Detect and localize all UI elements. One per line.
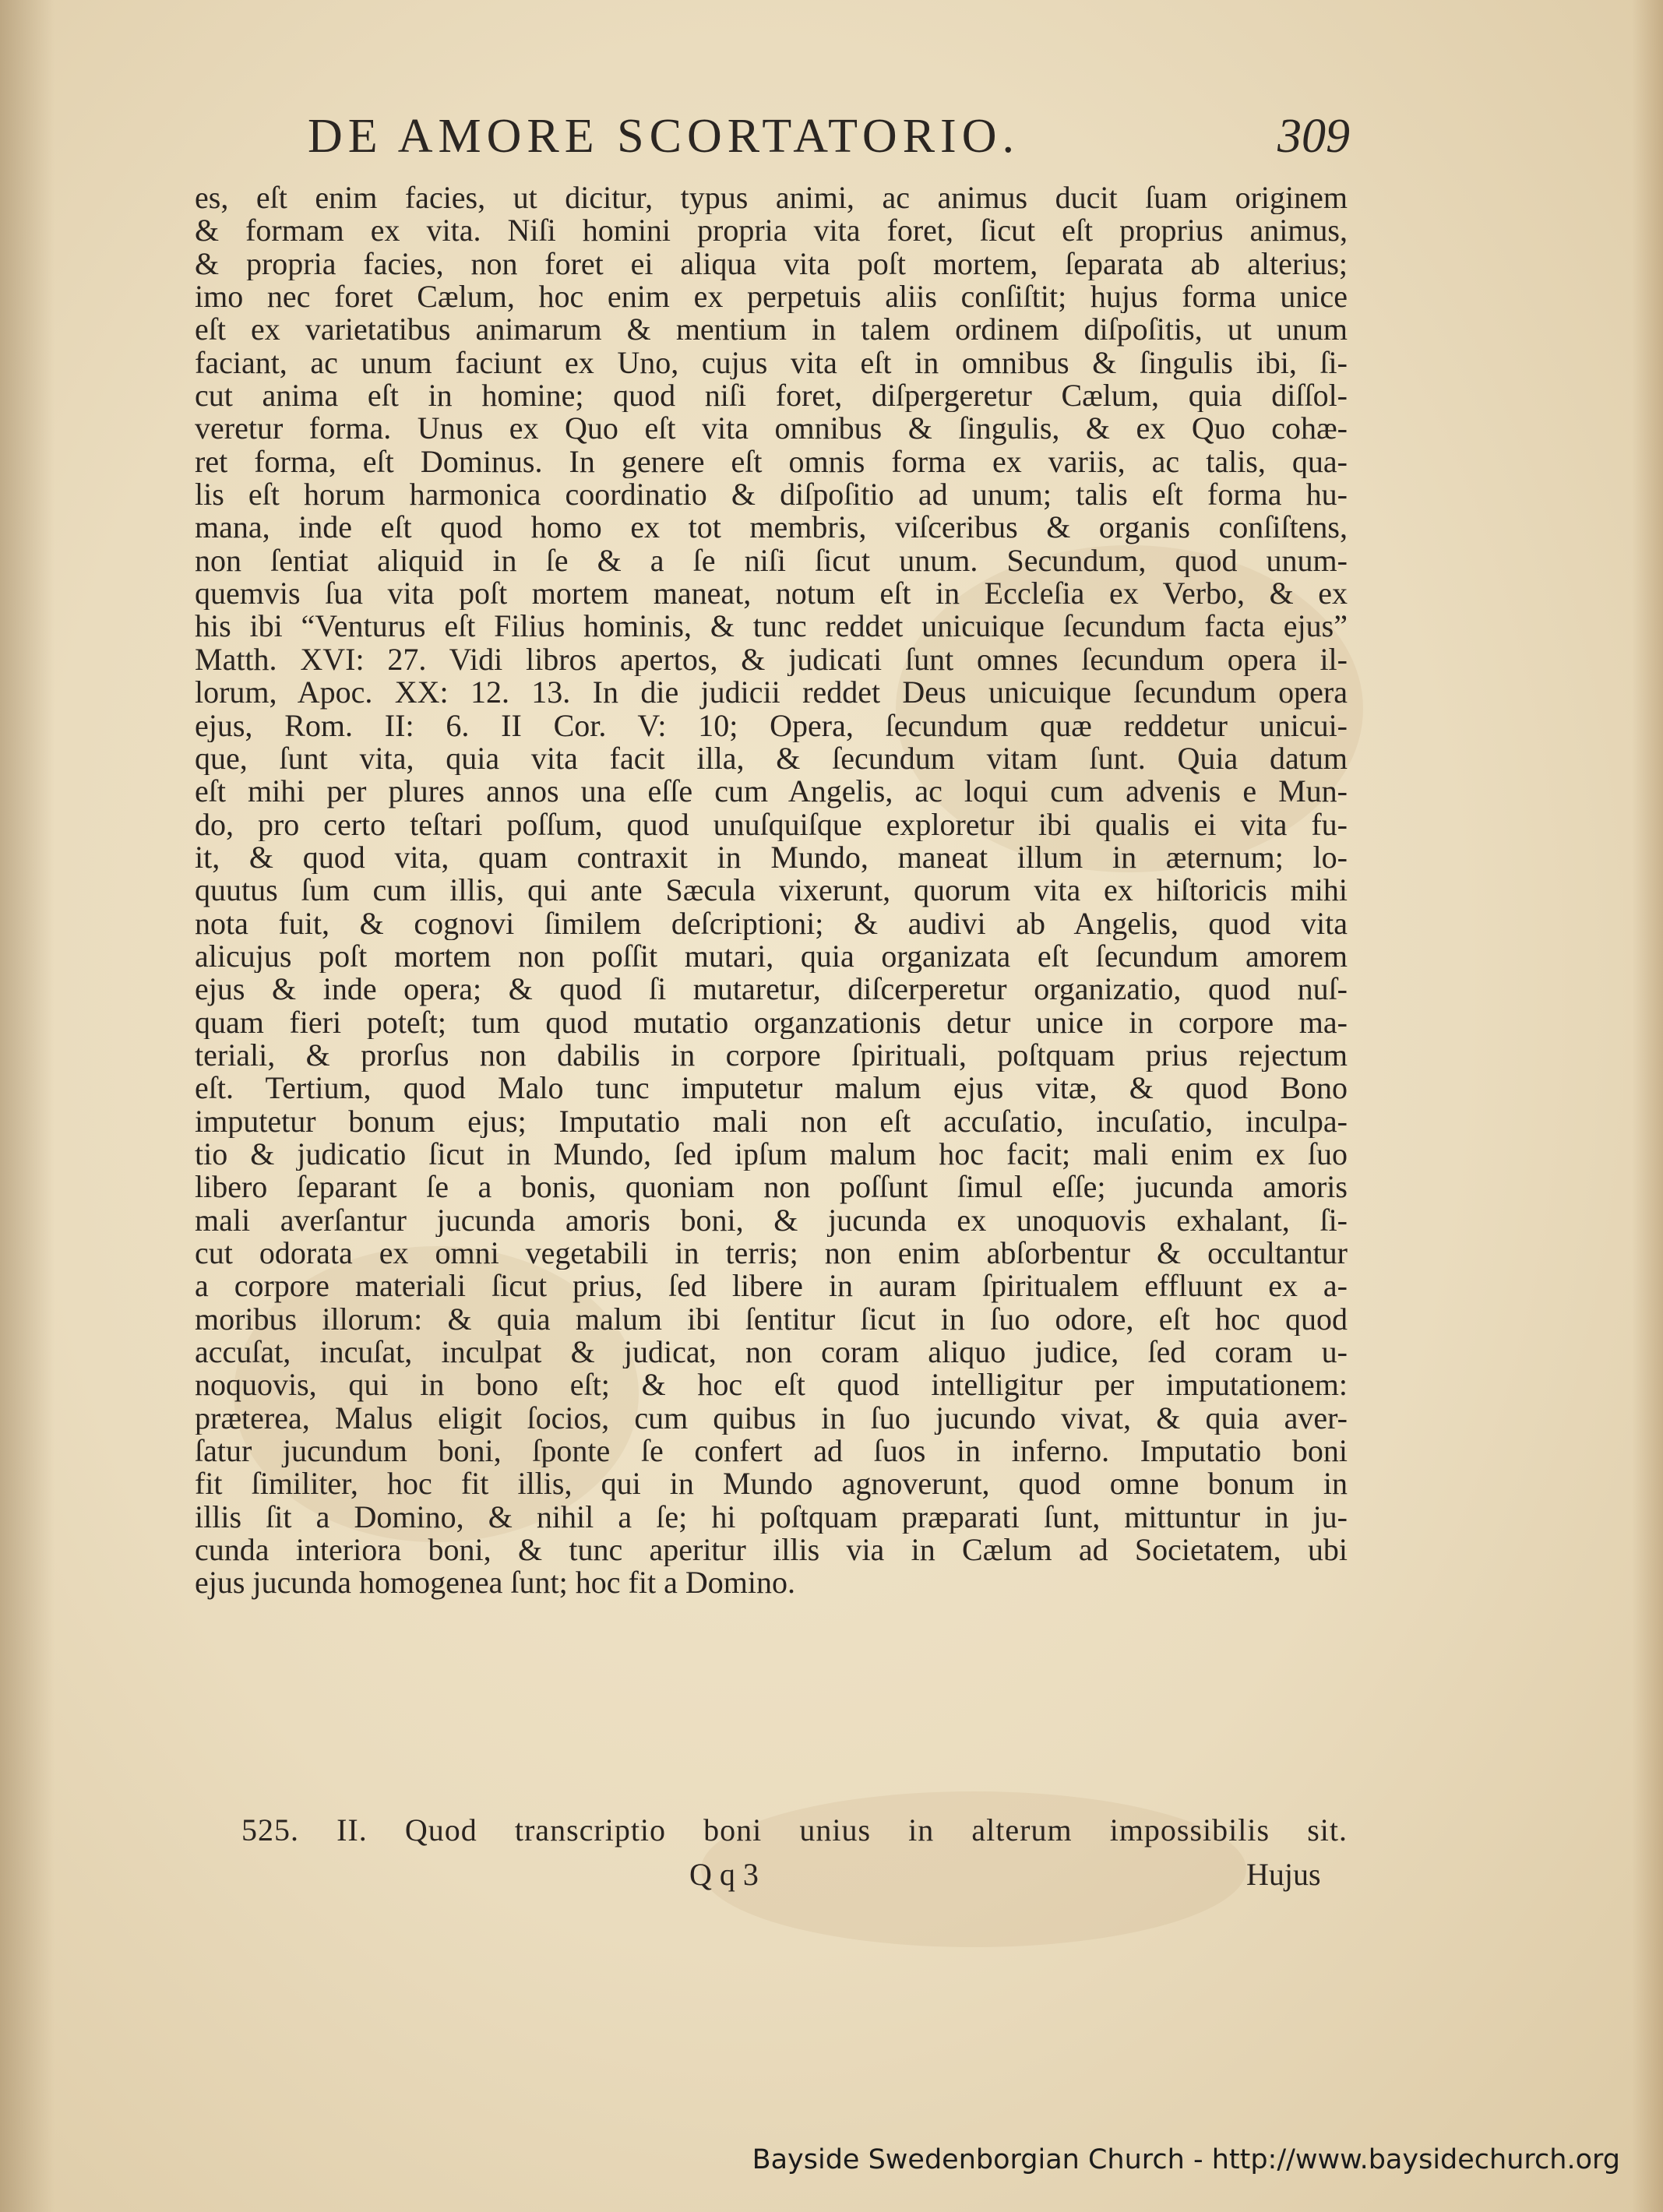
text-line: quam fieri poteſt; tum quod mutatio organzationis detur unice in corpore ma- <box>195 1006 1348 1039</box>
text-line: a corpore materiali ſicut prius, ſed libere in auram ſpiritualem effluunt ex a- <box>195 1270 1348 1303</box>
text-line: imputetur bonum ejus; Imputatio mali non eſt accuſatio, incuſatio, inculpa- <box>195 1104 1348 1138</box>
text-line: tio & judicatio ſicut in Mundo, ſed ipſum malum hoc facit; mali enim ex ſuo <box>195 1137 1348 1171</box>
text-line: alicujus poſt mortem non poſſit mutari, quia organizata eſt ſecundum amorem <box>195 939 1348 974</box>
text-line: it, & quod vita, quam contraxit in Mundo, maneat illum in æternum; lo- <box>195 840 1348 875</box>
running-title: DE AMORE SCORTATORIO. <box>308 110 1020 163</box>
text-line: do, pro certo teſtari poſſum, quod unuſquiſque exploretur ibi qualis ei vita fu- <box>195 808 1348 841</box>
text-line: & propria facies, non foret ei aliqua vita poſt mortem, ſeparata ab alterius; <box>195 247 1348 281</box>
text-line: quemvis ſua vita poſt mortem maneat, notum eſt in Eccleſia ex Verbo, & ex <box>195 577 1348 611</box>
text-line: Matth. XVI: 27. Vidi libros apertos, & judicati ſunt omnes ſecundum opera il- <box>195 643 1348 677</box>
text-line: libero ſeparant ſe a bonis, quoniam non poſſunt ſimul eſſe; jucunda amoris <box>195 1171 1348 1204</box>
text-line: noquovis, qui in bono eſt; & hoc eſt quod intelligitur per imputationem: <box>195 1368 1348 1402</box>
text-line: cunda interiora boni, & tunc aperitur illis via in Cælum ad Societatem, ubi <box>195 1534 1348 1567</box>
catchword: Hujus <box>1246 1857 1321 1892</box>
text-line: mana, inde eſt quod homo ex tot membris, viſceribus & organis conſiſtens, <box>195 511 1348 544</box>
text-line: eſt mihi per plures annos una eſſe cum Angelis, ac loqui cum advenis e Mun- <box>195 775 1348 808</box>
page-header <box>0 105 1663 167</box>
text-line: ejus & inde opera; & quod ſi mutaretur, diſcerperetur organizatio, quod nuſ- <box>195 973 1348 1006</box>
text-line: eſt. Tertium, quod Malo tunc imputetur malum ejus vitæ, & quod Bono <box>195 1072 1348 1105</box>
text-line: & formam ex vita. Niſi homini propria vita foret, ſicut eſt proprius animus, <box>195 214 1348 248</box>
text-line: veretur forma. Unus ex Quo eſt vita omnibus & ſingulis, & ex Quo cohæ- <box>195 412 1348 446</box>
text-line: es, eſt enim facies, ut dicitur, typus animi, ac animus ducit ſuam originem <box>195 181 1348 215</box>
signature-mark: Q q 3 <box>689 1857 759 1892</box>
page-number: 309 <box>1277 110 1350 163</box>
section-heading: 525. II. Quod transcriptio boni unius in alterum impossibilis sit. <box>241 1812 1348 1847</box>
text-line: lis eſt horum harmonica coordinatio & diſpoſitio ad unum; talis eſt forma hu- <box>195 478 1348 512</box>
text-line: teriali, & prorſus non dabilis in corpore ſpirituali, poſtquam prius rejectum <box>195 1038 1348 1073</box>
text-line: nota fuit, & cognovi ſimilem deſcriptioni; & audivi ab Angelis, quod vita <box>195 907 1348 940</box>
text-line: ret forma, eſt Dominus. In genere eſt omnis forma ex variis, ac talis, qua- <box>195 445 1348 479</box>
text-line: fit ſimiliter, hoc fit illis, qui in Mundo agnoverunt, quod omne bonum in <box>195 1467 1348 1501</box>
text-line: eſt ex varietatibus animarum & mentium in talem ordinem diſpoſitis, ut unum <box>195 313 1348 347</box>
text-line: faciant, ac unum faciunt ex Uno, cujus vita eſt in omnibus & ſingulis ibi, ſi- <box>195 346 1348 380</box>
text-line: accuſat, incuſat, inculpat & judicat, non coram aliquo judice, ſed coram u- <box>195 1336 1348 1369</box>
text-line: que, ſunt vita, quia vita facit illa, & ſecundum vitam ſunt. Quia datum <box>195 741 1348 776</box>
text-line: præterea, Malus eligit ſocios, cum quibus in ſuo jucundo vivat, & quia aver- <box>195 1401 1348 1435</box>
text-line: illis ſit a Domino, & nihil a ſe; hi poſtquam præparati ſunt, mittuntur in ju- <box>195 1500 1348 1534</box>
watermark-caption: Bayside Swedenborgian Church - http://www.baysidechurch.org <box>752 2144 1620 2175</box>
text-line: his ibi “Venturus eſt Filius hominis, & tunc reddet unicuique ſecundum facta ejus” <box>195 610 1348 643</box>
text-line: ejus, Rom. II: 6. II Cor. V: 10; Opera, ſecundum quæ reddetur unicui- <box>195 709 1348 742</box>
text-line: mali averſantur jucunda amoris boni, & jucunda ex unoquovis exhalant, ſi- <box>195 1203 1348 1237</box>
text-line: cut odorata ex omni vegetabili in terris; non enim abſorbentur & occultantur <box>195 1237 1348 1270</box>
text-line: ſatur jucundum boni, ſponte ſe confert ad ſuos in inferno. Imputatio boni <box>195 1435 1348 1468</box>
text-line: non ſentiat aliquid in ſe & a ſe niſi ſicut unum. Secundum, quod unum- <box>195 544 1348 578</box>
text-line: imo nec foret Cælum, hoc enim ex perpetuis aliis conſiſtit; hujus forma unice <box>195 280 1348 314</box>
text-line: cut anima eſt in homine; quod niſi foret, diſpergeretur Cælum, quia diſſol- <box>195 379 1348 413</box>
text-line: lorum, Apoc. XX: 12. 13. In die judicii reddet Deus unicuique ſecundum opera <box>195 676 1348 710</box>
body-text <box>195 181 1348 1600</box>
text-line: quutus ſum cum illis, qui ante Sæcula vixerunt, quorum vita ex hiſtoricis mihi <box>195 874 1348 907</box>
text-line: moribus illorum: & quia malum ibi ſentitur ſicut in ſuo odore, eſt hoc quod <box>195 1302 1348 1337</box>
text-line: ejus jucunda homogenea ſunt; hoc fit a Domino. <box>195 1566 795 1600</box>
